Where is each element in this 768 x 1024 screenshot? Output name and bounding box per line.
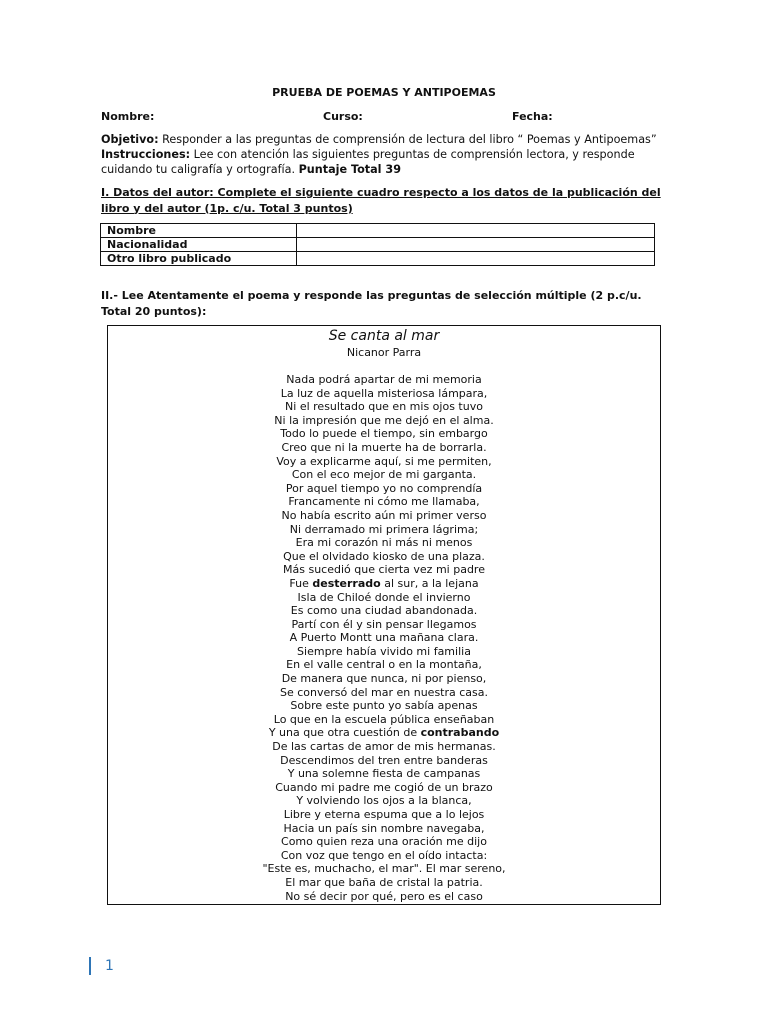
poem-line: Ni la impresión que me dejó en el alma. xyxy=(274,413,494,427)
poem-line: Con el eco mejor de mi garganta. xyxy=(291,468,477,482)
table-label-cell: Nacionalidad xyxy=(101,238,297,252)
poem-line: Ni derramado mi primera lágrima; xyxy=(289,522,479,536)
poem-line: Que el olvidado kiosko de una plaza. xyxy=(283,549,485,563)
objective-block xyxy=(101,132,661,178)
table-row xyxy=(101,224,655,238)
poem-line: "Este es, muchacho, el mar". El mar sereno, xyxy=(262,862,506,876)
poem-line: Y volviendo los ojos a la blanca, xyxy=(296,794,472,808)
poem-line: Creo que ni la muerte ha de borrarla. xyxy=(281,440,487,454)
objetivo-text: Responder a las preguntas de comprensión de lectura del libro “ Poemas y Antipoemas” xyxy=(158,133,657,146)
poem-line: Ni el resultado que en mis ojos tuvo xyxy=(285,400,483,414)
table-label-cell: Nombre xyxy=(101,224,297,238)
table-answer-cell[interactable] xyxy=(297,252,655,266)
poem-title: Se canta al mar xyxy=(328,328,440,344)
objetivo-label: Objetivo: xyxy=(101,133,159,146)
poem-line: Nada podrá apartar de mi memoria xyxy=(286,373,482,386)
poem-line: Con voz que tengo en el oído intacta: xyxy=(280,848,488,862)
instrucciones-text: Lee con atención las siguientes preguntas de comprensión lectora, y responde cuidando tu caligrafía y ortografía. xyxy=(101,148,635,177)
poem-line: A Puerto Montt una mañana clara. xyxy=(289,631,479,645)
poem-line: Francamente ni cómo me llamaba, xyxy=(288,495,480,509)
page-footer xyxy=(89,956,114,976)
table-answer-cell[interactable] xyxy=(297,224,655,238)
poem-line: Descendimos del tren entre banderas xyxy=(280,753,488,767)
poem-line: Por aquel tiempo yo no comprendía xyxy=(285,481,483,495)
poem-line: El mar que baña de cristal la patria. xyxy=(285,875,483,889)
section-1-heading: I. Datos del autor: Complete el siguiente cuadro respecto a los datos de la publicación del libro y del autor (1p. c/u. Total 3 puntos) xyxy=(101,186,661,215)
poem-author: Nicanor Parra xyxy=(346,346,422,359)
footer-accent-bar xyxy=(89,957,91,975)
poem-line: Todo lo puede el tiempo, sin embargo xyxy=(280,427,488,441)
page-title: PRUEBA DE POEMAS Y ANTIPOEMAS xyxy=(272,86,496,99)
poem-line: Isla de Chiloé donde el invierno xyxy=(297,590,471,604)
table-label-cell: Otro libro publicado xyxy=(101,252,297,266)
bold-word-contrabando: contrabando xyxy=(420,726,500,740)
poem-line xyxy=(107,726,661,740)
poem-line: Siempre había vivido mi familia xyxy=(297,644,471,658)
table-row xyxy=(101,238,655,252)
poem-line: Libre y eterna espuma que a lo lejos xyxy=(283,808,485,821)
poem-line: Sobre este punto yo sabía apenas xyxy=(290,699,478,713)
curso-label: Curso: xyxy=(323,110,363,123)
poem-line xyxy=(107,577,661,591)
poem-line: Más sucedió que cierta vez mi padre xyxy=(283,563,485,577)
table-row xyxy=(101,252,655,266)
nombre-label: Nombre: xyxy=(101,110,155,123)
poem-line: Partí con él y sin pensar llegamos xyxy=(291,617,477,631)
author-data-table xyxy=(100,223,655,266)
poem-line: Lo que en la escuela pública enseñaban xyxy=(273,712,495,726)
poem-line: Era mi corazón ni más ni menos xyxy=(295,536,473,550)
poem-line-start: Fue xyxy=(289,576,313,590)
poem-line: Y una solemne fiesta de campanas xyxy=(287,767,481,781)
poem-line: Se conversó del mar en nuestra casa. xyxy=(279,685,489,699)
poem-line: Es como una ciudad abandonada. xyxy=(290,604,478,618)
poem-line: No había escrito aún mi primer verso xyxy=(281,508,487,522)
poem-line: Como quien reza una oración me dijo xyxy=(281,835,487,849)
instrucciones-label: Instrucciones: xyxy=(101,148,191,162)
poem-line-tail: al sur, a la lejana xyxy=(380,576,479,590)
puntaje-total: Puntaje Total 39 xyxy=(298,163,401,177)
section-2-heading: II.- Lee Atentamente el poema y responde las preguntas de selección múltiple (2 p.c/u. Total 20 puntos): xyxy=(101,289,642,318)
bold-word-desterrado: desterrado xyxy=(312,576,381,590)
page-number: 1 xyxy=(105,958,114,974)
poem-line: En el valle central o en la montaña, xyxy=(286,658,482,672)
poem-line: De manera que nunca, ni por pienso, xyxy=(281,672,487,686)
poem-line: Voy a explicarme aquí, si me permiten, xyxy=(276,454,492,468)
poem-lines xyxy=(107,373,661,903)
poem-line-start: Y una que otra cuestión de xyxy=(268,726,421,740)
poem-line: Cuando mi padre me cogió de un brazo xyxy=(275,780,493,794)
poem-line: De las cartas de amor de mis hermanas. xyxy=(272,740,496,754)
poem-line: Hacia un país sin nombre navegaba, xyxy=(283,821,485,835)
poem-line: La luz de aquella misteriosa lámpara, xyxy=(280,386,488,400)
fecha-label: Fecha: xyxy=(512,110,553,123)
table-answer-cell[interactable] xyxy=(297,238,655,252)
poem-line: No sé decir por qué, pero es el caso xyxy=(285,889,483,903)
